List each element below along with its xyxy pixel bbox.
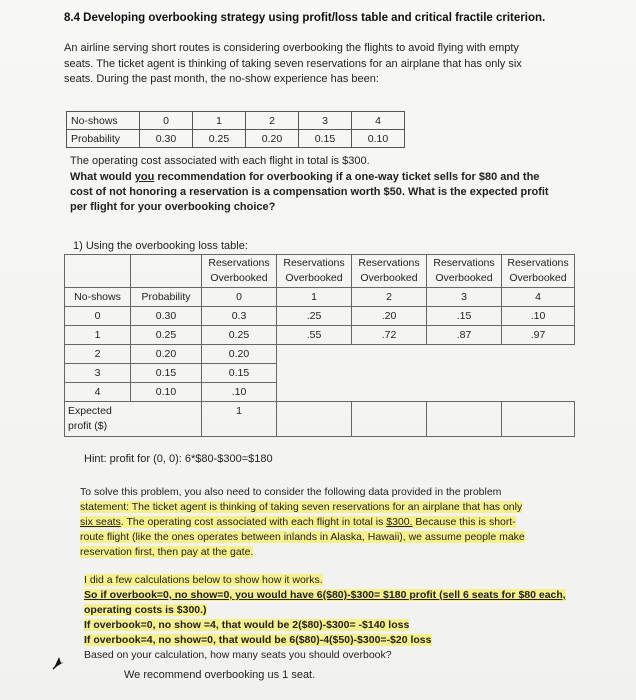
overbook-level: 0: [202, 288, 277, 307]
intro-line: seats. The ticket agent is thinking of taking seven reservations for an airplane that has only six: [64, 57, 522, 70]
note-line: [80, 545, 580, 560]
question-line: cost of not honoring a reservation is a compensation worth $50. What is the expected profit: [70, 186, 549, 198]
empty-cell: [131, 255, 202, 288]
table-row: [65, 364, 575, 383]
table-cell: .15: [427, 307, 502, 326]
expected-profit-cell: [427, 402, 502, 437]
noshow-cell: 0: [140, 112, 193, 130]
mouse-cursor-icon: [52, 654, 66, 670]
empty-cell: [502, 345, 575, 364]
overbook-level: 4: [502, 288, 575, 307]
highlighted-text: statement: The ticket agent is thinking of taking seven reservations for an airplane that has only: [80, 501, 523, 513]
expected-profit-label: Expected profit ($): [65, 402, 202, 437]
calculation-note: [84, 573, 584, 663]
empty-cell: [502, 364, 575, 383]
expected-profit-cell: 1: [202, 402, 277, 437]
probability-value: 0.25: [131, 326, 202, 345]
table-cell: .10: [202, 383, 277, 402]
empty-cell: [277, 364, 352, 383]
highlighted-text: If overbook=0, no show =4, that would be 2($80)-$300= -$140 loss: [84, 619, 410, 631]
noshow-value: 4: [65, 383, 131, 402]
reservations-header: Reservations Overbooked: [352, 255, 427, 288]
empty-cell: [352, 364, 427, 383]
table-cell: 0.20: [202, 345, 277, 364]
instructor-note: [80, 485, 580, 560]
probability-value: 0.30: [131, 307, 202, 326]
probability-column-label: Probability: [131, 288, 202, 307]
hint-text: Hint: profit for (0, 0): 6*$80-$300=$180: [84, 453, 273, 465]
problem-title: 8.4 Developing overbooking strategy using profit/loss table and critical fractile criterion.: [64, 12, 546, 24]
highlighted-text: reservation first, then pay at the gate.: [80, 546, 254, 558]
question-fragment: What would: [70, 171, 135, 183]
expected-profit-cell: [502, 402, 575, 437]
overbook-level: 3: [427, 288, 502, 307]
empty-cell: [352, 383, 427, 402]
probability-cell: 0.30: [140, 130, 193, 148]
overbook-level: 2: [352, 288, 427, 307]
highlighted-text: I did a few calculations below to show how it works.: [84, 574, 323, 586]
table-row: [65, 345, 575, 364]
empty-cell: [277, 383, 352, 402]
highlighted-text: Because this is short-: [412, 516, 516, 528]
noshow-probability-table: [66, 111, 405, 148]
probability-cell: 0.15: [299, 130, 352, 148]
note-line: [80, 530, 580, 545]
question-line: [70, 170, 570, 185]
table-cell: .20: [352, 307, 427, 326]
table-cell: .25: [277, 307, 352, 326]
table-cell: 0.3: [202, 307, 277, 326]
empty-cell: [427, 345, 502, 364]
noshow-value: 3: [65, 364, 131, 383]
empty-cell: [427, 383, 502, 402]
table-row: [65, 307, 575, 326]
expected-profit-row: [65, 402, 575, 437]
table-cell: 0.25: [202, 326, 277, 345]
highlighted-text: route flight (like the ones operates between inlands in Alaska, Hawaii), we assume people make: [80, 531, 525, 543]
reservations-header: Reservations Overbooked: [202, 255, 277, 288]
probability-value: 0.15: [131, 364, 202, 383]
empty-cell: [502, 383, 575, 402]
question-line: per flight for your overbooking choice?: [70, 201, 276, 213]
table-row: [65, 326, 575, 345]
recommendation-text: We recommend overbooking us 1 seat.: [124, 669, 316, 681]
question-fragment: recommendation for overbooking if a one-way ticket sells for $80 and the: [154, 171, 540, 183]
noshow-cell: 1: [193, 112, 246, 130]
probability-cell: 0.10: [352, 130, 405, 148]
table-cell: .72: [352, 326, 427, 345]
table-cell: 0.15: [202, 364, 277, 383]
expected-profit-cell: [277, 402, 352, 437]
probability-cell: 0.20: [246, 130, 299, 148]
table-row: [65, 383, 575, 402]
reservations-header: Reservations Overbooked: [502, 255, 575, 288]
note-line: To solve this problem, you also need to consider the following data provided in the problem: [80, 486, 502, 498]
noshow-cell: 3: [299, 112, 352, 130]
step1-heading: 1) Using the overbooking loss table:: [73, 240, 248, 252]
note-line: [84, 588, 584, 603]
noshow-value: 2: [65, 345, 131, 364]
intro-paragraph: [64, 41, 584, 88]
empty-cell: [352, 345, 427, 364]
noshows-column-label: No-shows: [65, 288, 131, 307]
expected-profit-cell: [352, 402, 427, 437]
overbook-level: 1: [277, 288, 352, 307]
probability-cell: 0.25: [193, 130, 246, 148]
noshow-value: 1: [65, 326, 131, 345]
question-underlined-word: you: [134, 171, 155, 183]
note-line: [84, 603, 584, 618]
note-line: [80, 515, 580, 530]
probability-value: 0.20: [131, 345, 202, 364]
noshow-cell: 2: [246, 112, 299, 130]
reservations-header: Reservations Overbooked: [277, 255, 352, 288]
overbooking-loss-table: [64, 254, 575, 437]
intro-line: An airline serving short routes is considering overbooking the flights to avoid flying with empty: [64, 42, 519, 54]
question-text: [70, 170, 570, 215]
highlighted-text: operating costs is $300.): [84, 604, 207, 616]
column-label-row: [65, 288, 575, 307]
note-line: [84, 618, 584, 633]
noshow-cell: 4: [352, 112, 405, 130]
empty-cell: [427, 364, 502, 383]
empty-cell: [277, 345, 352, 364]
table-cell: .87: [427, 326, 502, 345]
header-row: [65, 255, 575, 288]
noshow-value: 0: [65, 307, 131, 326]
reservations-header: Reservations Overbooked: [427, 255, 502, 288]
probability-row-label: Probability: [67, 130, 140, 148]
intro-line: seats. During the past month, the no-show experience has been:: [64, 73, 379, 85]
note-line: [80, 500, 580, 515]
note-line: [84, 573, 584, 588]
highlighted-text: . The operating cost associated with each flight in total is: [120, 516, 387, 528]
operating-cost-line: The operating cost associated with each flight in total is $300.: [70, 155, 370, 167]
empty-cell: [65, 255, 131, 288]
note-line: Based on your calculation, how many seats you should overbook?: [84, 649, 392, 661]
highlighted-text: If overbook=4, no show=0, that would be 6($80)-4($50)-$300=-$20 loss: [84, 634, 432, 646]
table-cell: .97: [502, 326, 575, 345]
note-line: [84, 633, 584, 648]
probability-value: 0.10: [131, 383, 202, 402]
highlighted-underlined-text: So if overbook=0, no show=0, you would have 6($80)-$300= $180 profit (sell 6 seats for $80 each,: [84, 589, 566, 601]
highlighted-underlined-text: $300.: [386, 516, 413, 528]
probability-row: [67, 130, 405, 148]
noshow-row: [67, 112, 405, 130]
table-cell: .55: [277, 326, 352, 345]
highlighted-underlined-text: six seats: [80, 516, 121, 528]
noshow-row-label: No-shows: [67, 112, 140, 130]
table-cell: .10: [502, 307, 575, 326]
